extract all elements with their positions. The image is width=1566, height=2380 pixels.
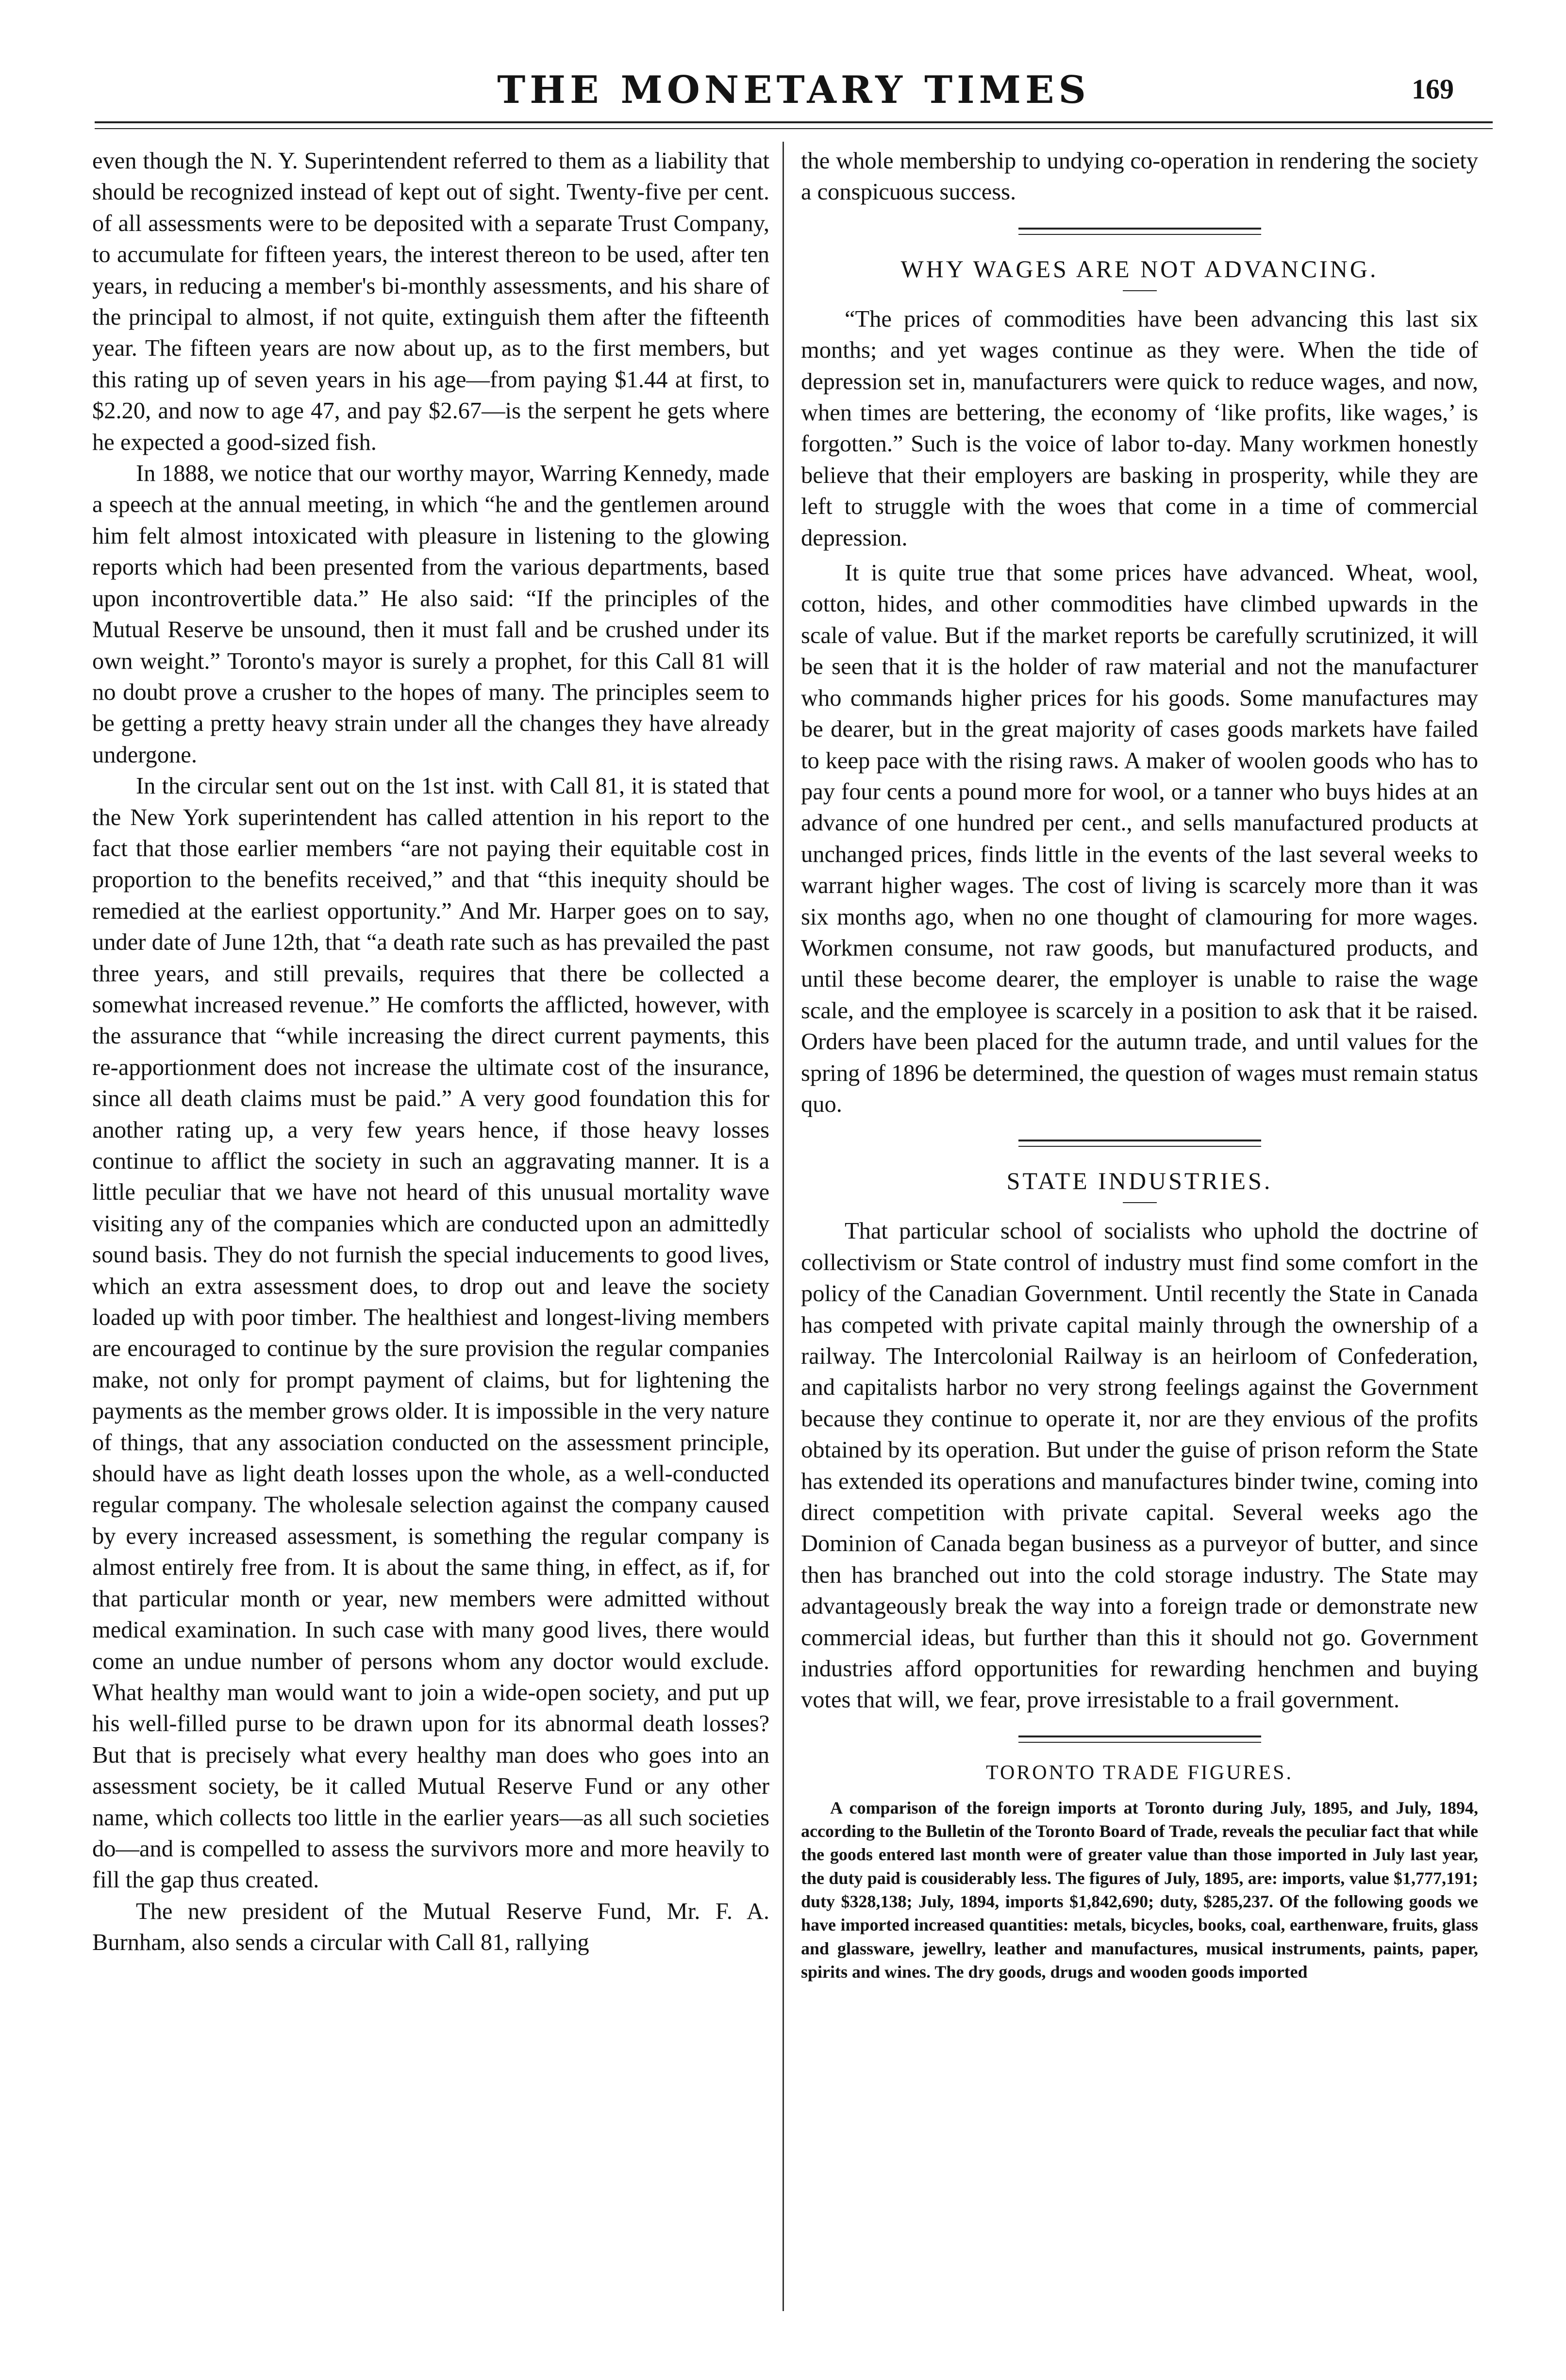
section-heading-wages: WHY WAGES ARE NOT ADVANCING. — [900, 255, 1379, 282]
section-heading-state-industries: STATE INDUSTRIES. — [1006, 1167, 1273, 1195]
article-paragraph: even though the N. Y. Superintendent referred to them as a liability that should be recognized instead of kept out of sight. Twenty-five per cent. of all assessments were to be deposited with a separate Trust Company, to accumulate for fifteen years, the interest thereon to be used, after ten years, in reducing a member's bi-monthly assessments, and his share of the principal to almost, if not quite, extinguish them after the fifteenth year. The fifteen years are now about up, as to the first members, but this rating up of seven years in his age—from paying $1.44 at first, to $2.20, and now to age 47, and pay $2.67—is the serpent he gets where he expected a good-sized fish. — [92, 148, 769, 455]
article-paragraph: The new president of the Mutual Reserve Fund, Mr. F. A. Burnham, also sends a circular with Call 81, rallying — [92, 1898, 769, 1956]
section-rule — [1018, 228, 1261, 235]
section-rule — [1018, 1140, 1261, 1147]
article-paragraph: In 1888, we notice that our worthy mayor, Warring Kennedy, made a speech at the annual meeting, in which “he and the gentlemen around him felt almost intoxicated with pleasure in listening to the glowing reports which had been presented from the various departments, based upon incontrovertible data.” He also said: “If the principles of the Mutual Reserve be unsound, then it must fall and be crushed under its own weight.” Toronto's mayor is surely a prophet, for this Call 81 will no doubt prove a crusher to the hopes of many. The principles seem to be getting a pretty heavy strain under all the changes they have already undergone. — [92, 461, 769, 768]
article-paragraph: “The prices of commodities have been advancing this last six months; and yet wages continue as they were. When the tide of depression set in, manufacturers were quick to reduce wages, and now, when times are bettering, the economy of ‘like profits, like wages,’ is forgotten.” Such is the voice of labor to-day. Many workmen honestly believe that their employers are basking in prosperity, while they are left to struggle with the woes that come in a time of commercial depression. — [801, 306, 1478, 551]
left-column — [92, 146, 769, 1959]
masthead — [95, 68, 1493, 121]
article-paragraph: the whole membership to undying co-operation in rendering the society a conspicuous success. — [801, 148, 1478, 205]
article-paragraph: A comparison of the foreign imports at Toronto during July, 1895, and July, 1894, according to the Bulletin of the Toronto Board of Trade, reveals the peculiar fact that while the goods entered last month were of greater value than those imported in July last year, the duty paid is cousiderably less. The figures of July, 1895, are: imports, value $1,777,191; duty $328,138; July, 1894, imports $1,842,690; duty, $285,237. Of the following goods we have imported increased quantities: metals, bicycles, books, coal, earthenware, fruits, glass and glassware, jewellry, leather and manufactures, musical instruments, paints, paper, spirits and wines. The dry goods, drugs and wooden goods imported — [801, 1798, 1478, 1982]
section-heading-trade-figures: TORONTO TRADE FIGURES. — [986, 1761, 1293, 1784]
section-rule — [1018, 1735, 1261, 1743]
article-paragraph: In the circular sent out on the 1st inst. with Call 81, it is stated that the New York superintendent has called attention in his report to the fact that those earlier members “are not paying their equitable cost in proportion to the benefits received,” and that “this inequity should be remedied at the earliest opportunity.” And Mr. Harper goes on to say, under date of June 12th, that “a death rate such as has prevailed the past three years, and still prevails, requires that there be collected a somewhat increased revenue.” He comforts the afflicted, however, with the assurance that “while increasing the direct current payments, this re-apportionment does not increase the ultimate cost of the insurance, since all death claims must be paid.” A very good foundation this for another rating up, a very few years hence, if those heavy losses continue to afflict the society in such an aggravating manner. It is a little peculiar that we have not heard of this unusual mortality wave visiting any of the companies which are conducted upon an admittedly sound basis. They do not furnish the special inducements to good lives, which an extra assessment does, to drop out and leave the society loaded up with poor timber. The healthiest and longest-living members are encouraged to continue by the sure provision the regular companies make, not only for prompt payment of claims, but for lightening the payments as the member grows older. It is impossible in the very nature of things, that any association conducted on the assessment principle, should have as light death losses upon the whole, as a well-conducted regular company. The wholesale selection against the company caused by every increased assessment, is something the regular company is almost entirely free from. It is about the same thing, in effect, as if, for that particular month or year, new members were admitted without medical examination. In such case with many good lives, there would come an undue number of persons whom any doctor would exclude. What healthy man would want to join a wide-open society, and put up his well-filled purse to be drawn upon for its abnormal death losses? But that is precisely what every healthy man does who goes into an assessment society, be it called Mutual Reserve Fund or any other name, which collects too little in the earlier years—as all such societies do—and is compelled to assess the survivors more and more heavily to fill the gap thus created. — [92, 773, 769, 1893]
article-paragraph: That particular school of socialists who uphold the doctrine of collectivism or State control of industry must find some comfort in the policy of the Canadian Government. Until recently the State in Canada has competed with private capital mainly through the ownership of a railway. The Intercolonial Railway is an heirloom of Confederation, and capitalists harbor no very strong feelings against the Government because they continue to operate it, nor are they envious of the profits obtained by its operation. But under the guise of prison reform the State has extended its operations and manufactures binder twine, coming into direct competition with private capital. Several weeks ago the Dominion of Canada began business as a purveyor of butter, and since then has branched out into the cold storage industry. The State may advantageously break the way into a foreign trade or demonstrate new commercial ideas, but further than this it should not go. Government industries afford opportunities for rewarding henchmen and buying votes that will, we fear, prove irresistable to a frail government. — [801, 1218, 1478, 1713]
publication-title: THE MONETARY TIMES — [497, 68, 1090, 112]
masthead-rule — [95, 121, 1493, 129]
heading-underline — [1123, 1202, 1157, 1203]
column-divider — [783, 142, 784, 2311]
page-number: 169 — [1412, 73, 1454, 105]
right-column — [801, 146, 1478, 1983]
heading-underline — [1123, 290, 1157, 291]
article-paragraph: It is quite true that some prices have advanced. Wheat, wool, cotton, hides, and other commodities have climbed upwards in the scale of value. But if the market reports be carefully scrutinized, it will be seen that it is the holder of raw material and not the manufacturer who commands higher prices for his goods. Some manufactures may be dearer, but in the great majority of cases goods markets have failed to keep pace with the rising raws. A maker of woolen goods who has to pay four cents a pound more for wool, or a tanner who buys hides at an advance of one hundred per cent., and sells manufactured products at unchanged prices, finds little in the events of the last several weeks to warrant higher wages. The cost of living is scarcely more than it was six months ago, when no one thought of clamouring for more wages. Workmen consume, not raw goods, but manufactured products, and until these become dearer, the employer is unable to raise the wage scale, and the employee is scarcely in a position to ask that it be raised. Orders have been placed for the autumn trade, and until values for the spring of 1896 be determined, the question of wages must remain status quo. — [801, 560, 1478, 1117]
